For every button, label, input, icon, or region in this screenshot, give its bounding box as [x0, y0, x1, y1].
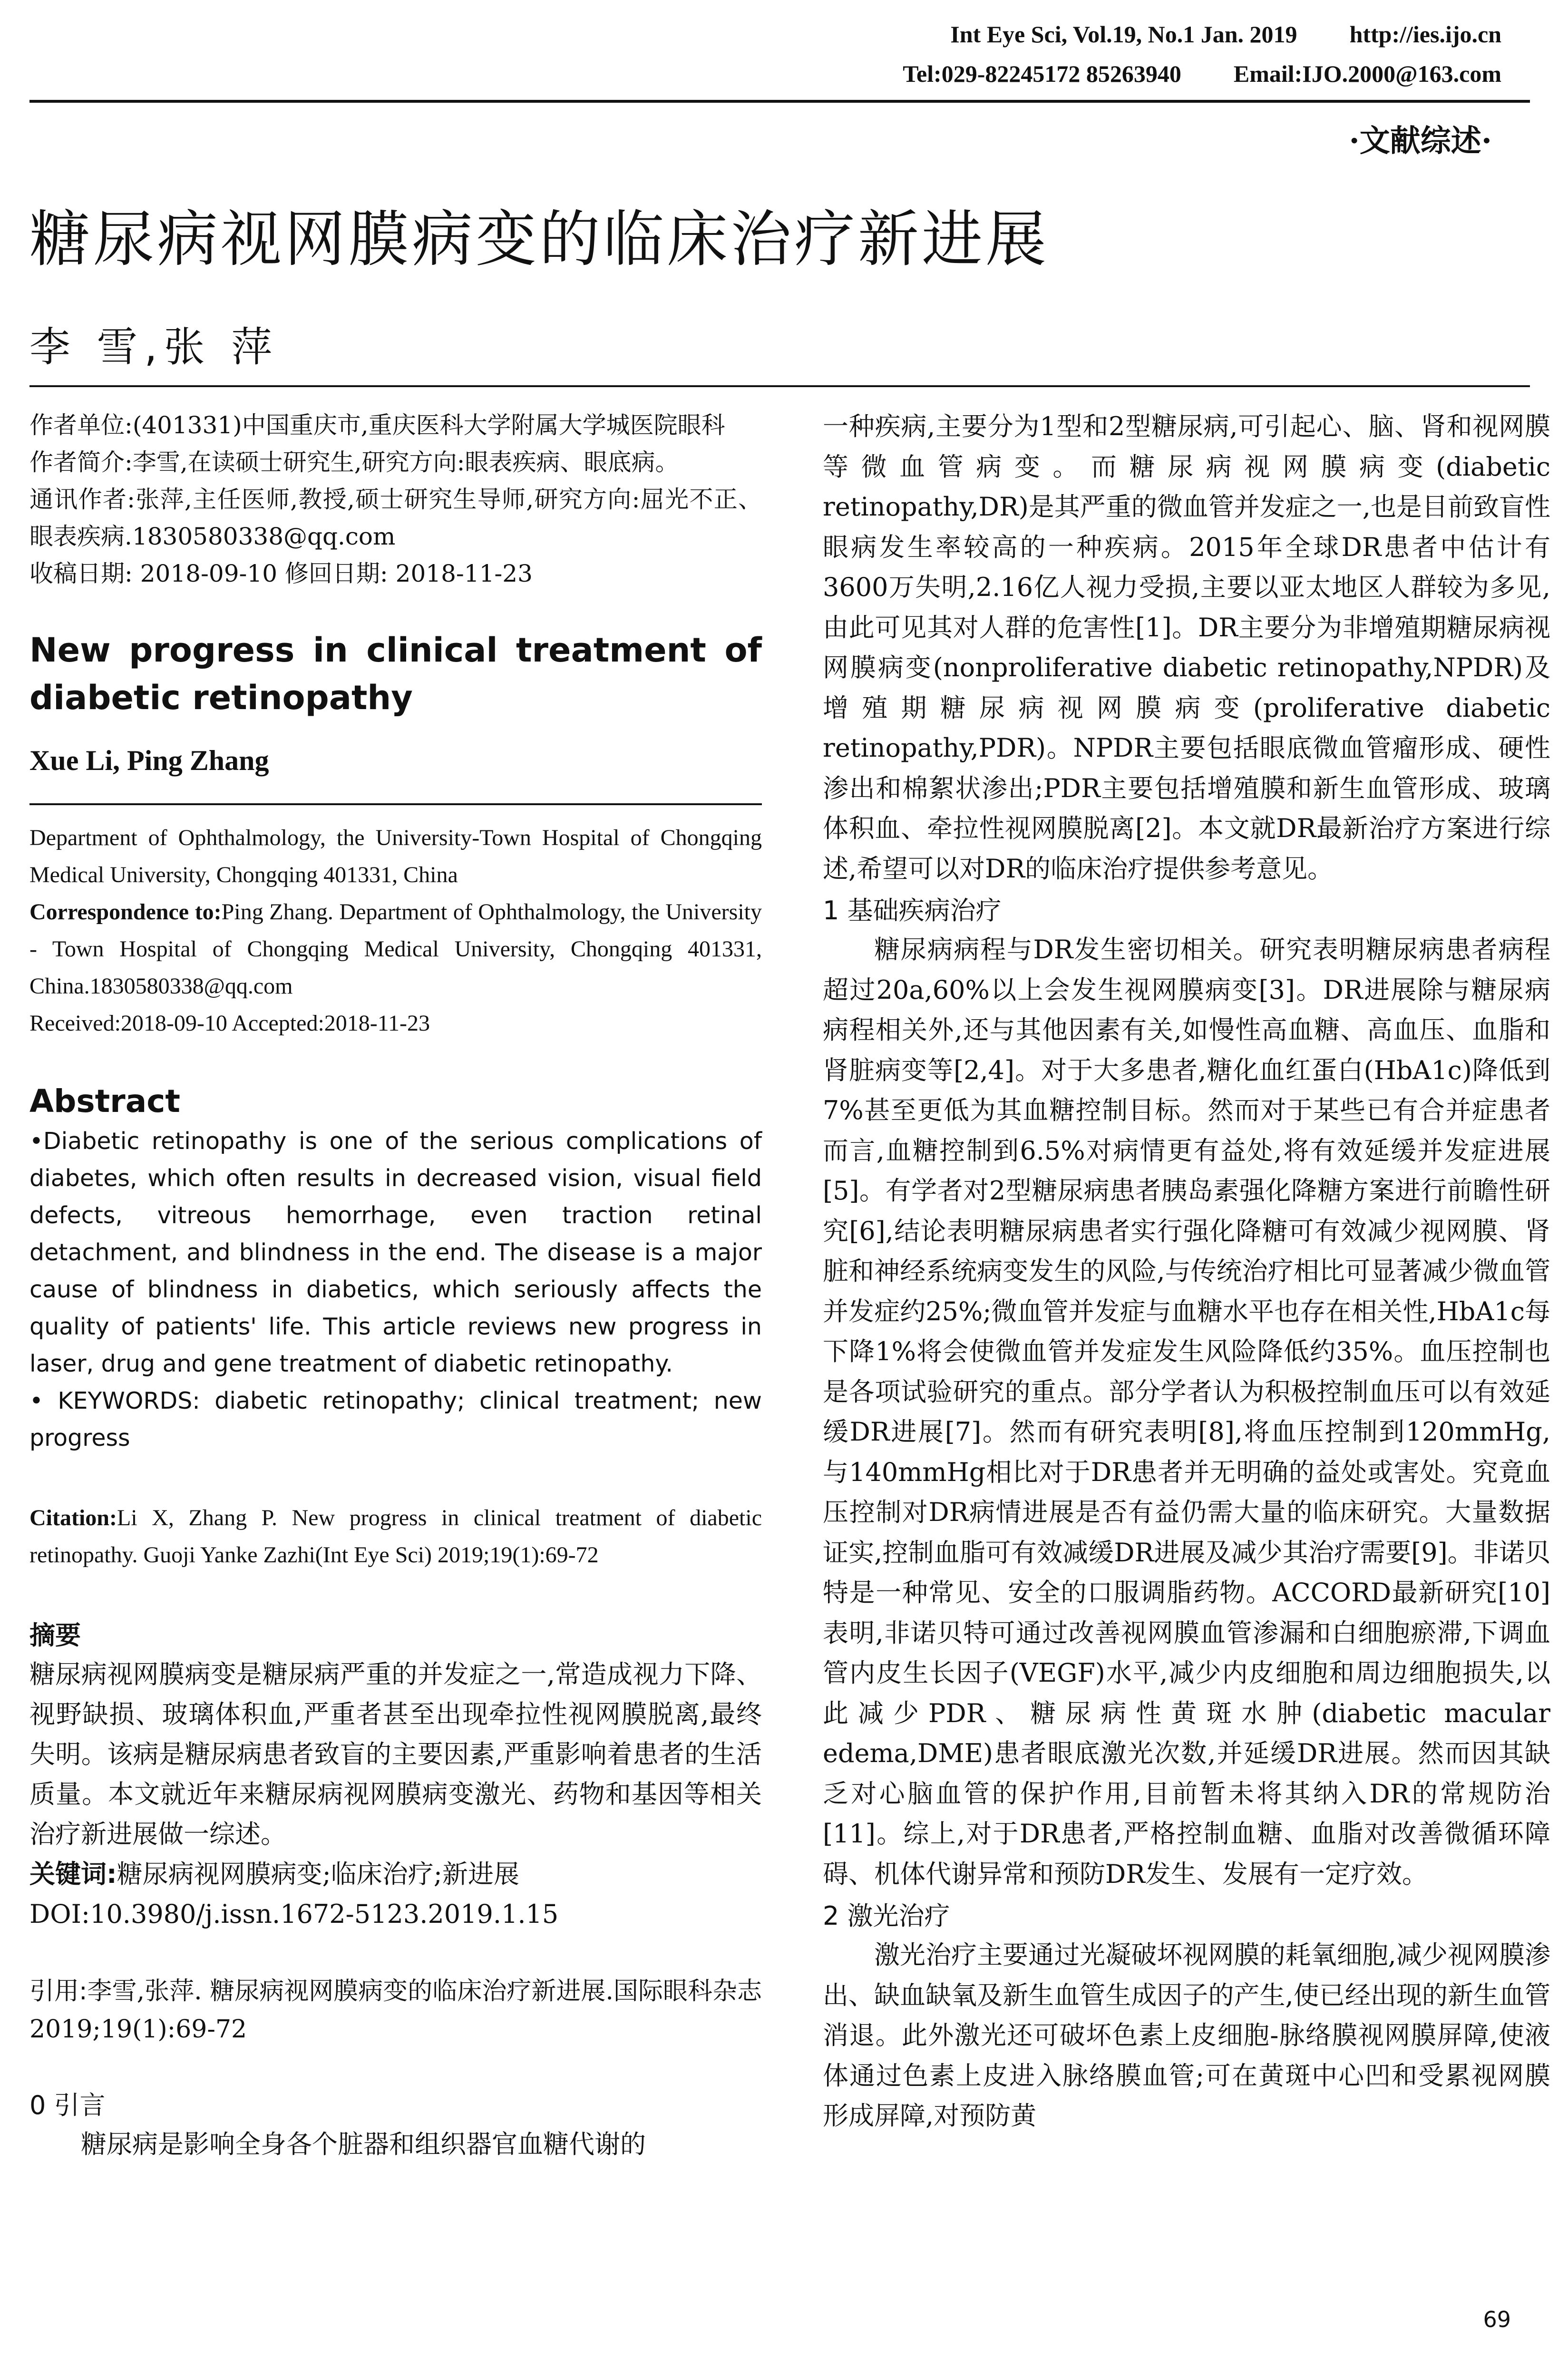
journal-citation: Int Eye Sci, Vol.19, No.1 Jan. 2019	[950, 21, 1297, 48]
section-2-text: 激光治疗主要通过光凝破坏视网膜的耗氧细胞,减少视网膜渗出、缺血缺氧及新生血管生成因子的产生,使已经出现的新生血管消退。此外激光还可破坏色素上皮细胞-脉络膜视网膜屏障,使液体通过色素上皮进入脉络膜血管;可在黄斑中心凹和受累视网膜形成屏障,对预防黄	[823, 1940, 1550, 2131]
section-1-heading: 1 基础疾病治疗	[823, 896, 1002, 925]
english-authors-divider	[29, 803, 762, 805]
english-authors: Xue Li, Ping Zhang	[29, 745, 269, 776]
chinese-citation-text: 李雪,张萍. 糖尿病视网膜病变的临床治疗新进展.国际眼科杂志 2019;19(1):69-72	[29, 1977, 762, 2044]
chinese-keywords-label: 关键词:	[29, 1859, 117, 1889]
section-1-text: 糖尿病病程与DR发生密切相关。研究表明糖尿病患者病程超过20a,60%以上会发生视网膜病变[3]。DR进展除与糖尿病病程相关外,还与其他因素有关,如慢性高血糖、高血压、血脂和肾脏病变等[2,4]。对于大多患者,糖化血红蛋白(HbA1c)降低到7%甚至更低为其血糖控制目标。然而对于某些已有合并症患者而言,血糖控制到6.5%对病情更有益处,将有效延缓并发症进展[5]。有学者对2型糖尿病患者胰岛素强化降糖方案进行前瞻性研究[6],结论表明糖尿病患者实行强化降糖可有效减少视网膜、肾脏和神经系统病变发生的风险,与传统治疗相比可显著减少微血管并发症约25%;微血管并发症与血糖水平也存在相关性,HbA1c每下降1%将会使微血管并发症发生风险降低约35%。血压控制也是各项试验研究的重点。部分学者认为积极控制血压可以有效延缓DR进展[7]。然而有研究表明[8],将血压控制到120mmHg,与140mmHg相比对于DR患者并无明确的益处或害处。究竟血压控制对DR病情进展是否有益仍需大量的临床研究。大量数据证实,控制血脂可有效减缓DR进展及减少其治疗需要[9]。非诺贝特是一种常见、安全的口服调脂药物。ACCORD最新研究[10]表明,非诺贝特可通过改善视网膜血管渗漏和白细胞瘀滞,下调血管内皮生长因子(VEGF)水平,减少内皮细胞和周边细胞损失,以此减少PDR、糖尿病性黄斑水肿(diabetic macular edema,DME)患者眼底激光次数,并延缓DR进展。然而因其缺乏对心脑血管的保护作用,目前暂未将其纳入DR的常规防治[11]。综上,对于DR患者,严格控制血糖、血脂对改善微循环障碍、机体代谢异常和预防DR发生、发展有一定疗效。	[823, 935, 1550, 1889]
english-title: New progress in clinical treatment of diabetic retinopathy	[29, 631, 762, 717]
article-title: 糖尿病视网膜病变的临床治疗新进展	[29, 204, 1050, 275]
article-authors: 李 雪,张 萍	[29, 323, 279, 371]
english-department: Department of Ophthalmology, the University-Town Hospital of Chongqing Medical University, Chongqing 401331, China	[29, 825, 762, 887]
corresponding-author: 通讯作者:张萍,主任医师,教授,硕士研究生导师,研究方向:屈光不正、眼表疾病.1830580338@qq.com	[29, 486, 762, 550]
header-divider	[29, 100, 1530, 103]
title-divider	[29, 385, 1530, 387]
journal-tel: Tel:029-82245172 85263940	[903, 60, 1181, 87]
intro-heading: 0 引言	[29, 2090, 106, 2120]
author-unit: 作者单位:(401331)中国重庆市,重庆医科大学附属大学城医院眼科	[29, 411, 725, 439]
section-2-heading: 2 激光治疗	[823, 1901, 950, 1931]
english-correspondence	[29, 894, 762, 1005]
journal-header-line-2	[903, 59, 1501, 88]
left-column	[29, 407, 762, 2164]
chinese-keywords	[29, 1854, 762, 1894]
journal-header-line-1	[950, 20, 1501, 49]
english-citation	[29, 1500, 762, 1574]
intro-text: 糖尿病是影响全身各个脏器和组织器官血糖代谢的	[81, 2129, 646, 2159]
journal-url[interactable]: http://ies.ijo.cn	[1349, 21, 1501, 48]
received-dates: 收稿日期: 2018-09-10 修回日期: 2018-11-23	[29, 560, 533, 587]
chinese-abstract-heading: 摘要	[29, 1620, 81, 1650]
author-bio: 作者简介:李雪,在读硕士研究生,研究方向:眼表疾病、眼底病。	[29, 448, 679, 476]
page-number: 69	[1483, 2307, 1511, 2332]
citation-text: Li X, Zhang P. New progress in clinical treatment of diabetic retinopathy. Guoji Yanke Zazhi(Int Eye Sci) 2019;19(1):69-72	[29, 1505, 762, 1568]
journal-email[interactable]: Email:IJO.2000@163.com	[1233, 60, 1501, 87]
right-column	[823, 407, 1550, 2136]
english-dates: Received:2018-09-10 Accepted:2018-11-23	[29, 1011, 430, 1036]
abstract-text: •Diabetic retinopathy is one of the serious complications of diabetes, which often results in decreased vision, visual field defects, vitreous hemorrhage, even traction retinal detachment, and blindness in the end. The disease is a major cause of blindness in diabetics, which seriously affects the quality of patients' life. This article reviews new progress in laser, drug and gene treatment of diabetic retinopathy.	[29, 1128, 762, 1377]
chinese-citation-label: 引用:	[29, 1977, 88, 2006]
chinese-abstract-text: 糖尿病视网膜病变是糖尿病严重的并发症之一,常造成视力下降、视野缺损、玻璃体积血,严重者甚至出现牵拉性视网膜脱离,最终失明。该病是糖尿病患者致盲的主要因素,严重影响着患者的生活质量。本文就近年来糖尿病视网膜病变激光、药物和基因等相关治疗新进展做一综述。	[29, 1659, 762, 1849]
intro-continued: 一种疾病,主要分为1型和2型糖尿病,可引起心、脑、肾和视网膜等微血管病变。而糖尿病视网膜病变(diabetic retinopathy,DR)是其严重的微血管并发症之一,也是目前致盲性眼病发生率较高的一种疾病。2015年全球DR患者中估计有3600万失明,2.16亿人视力受损,主要以亚太地区人群较为多见,由此可见其对人群的危害性[1]。DR主要分为非增殖期糖尿病视网膜病变(nonproliferative diabetic retinopathy,NPDR)及增殖期糖尿病视网膜病变(proliferative diabetic retinopathy,PDR)。NPDR主要包括眼底微血管瘤形成、硬性渗出和棉絮状渗出;PDR主要包括增殖膜和新生血管形成、玻璃体积血、牵拉性视网膜脱离[2]。本文就DR最新治疗方案进行综述,希望可以对DR的临床治疗提供参考意见。	[823, 411, 1550, 884]
chinese-citation	[29, 1972, 762, 2048]
abstract-heading: Abstract	[29, 1083, 180, 1120]
section-tag: ·文献综述·	[1349, 123, 1492, 159]
citation-label: Citation:	[29, 1505, 117, 1530]
correspondence-label: Correspondence to:	[29, 899, 222, 925]
chinese-keywords-text: 糖尿病视网膜病变;临床治疗;新进展	[117, 1859, 519, 1889]
correspondence-text: Ping Zhang. Department of Ophthalmology, the University - Town Hospital of Chongqing Medical University, Chongqing 401331, China.1830580338@qq.com	[29, 899, 762, 999]
doi[interactable]: DOI:10.3980/j.issn.1672-5123.2019.1.15	[29, 1899, 559, 1929]
keywords: • KEYWORDS: diabetic retinopathy; clinical treatment; new progress	[29, 1387, 762, 1452]
